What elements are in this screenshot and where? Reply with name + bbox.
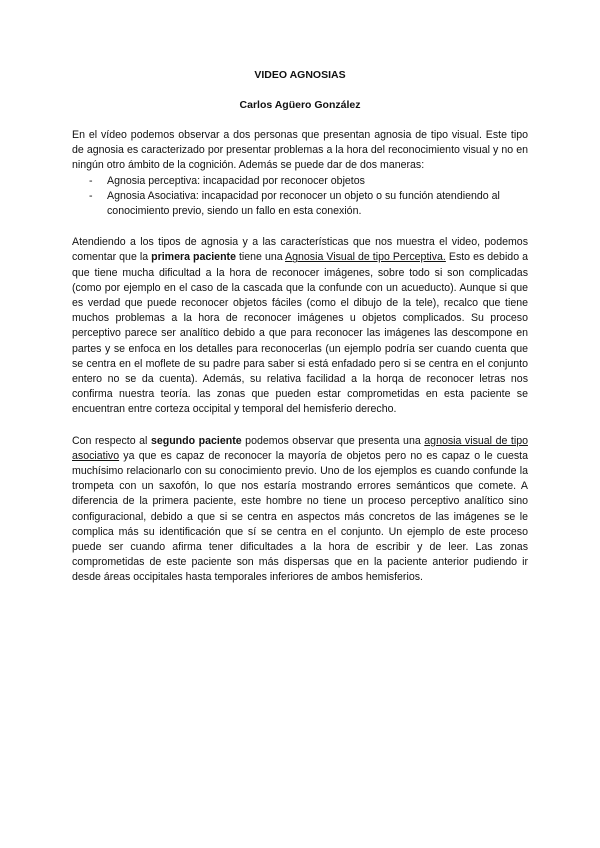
underlined-term: agnosia visual de tipo asociativo — [72, 434, 528, 462]
text-run: Con respecto al — [72, 434, 151, 447]
text-run: ya que es capaz de reconocer la mayoría de objetos pero no es capaz o le cuesta muchísimo relacionarlo con su conocimiento previo. Uno de los ejemplos es cuando confunde la trompeta con un saxofón, lo que nos estaría mostrando errores semánticos que comete. A diferencia de la primera paciente, este hombre no tiene un proceso perceptivo analítico sino configuracional, debido a que si se centra en aspectos más concretos de las imágenes se le complica más su identificación que sí se centra en el conjunto. Un ejemplo de este proceso puede ser cuando afirma tener dificultades a la hora de escribir y de leer. Las zonas comprometidas de este paciente son más dispersas que en la paciente anterior pudiendo ir desde áreas occipitales hasta temporales inferiores de ambos hemisferios. — [72, 449, 528, 584]
second-patient-paragraph — [72, 434, 528, 586]
underlined-term: Agnosia Visual de tipo Perceptiva. — [285, 251, 446, 264]
first-patient-paragraph — [72, 235, 528, 417]
list-item: - Agnosia Asociativa: incapacidad por reconocer un objeto o su función atendiendo al conocimiento previo, siendo un fallo en esta conexión. — [89, 189, 528, 219]
document-author: Carlos Agüero González — [239, 99, 361, 111]
text-run: podemos observar que presenta una — [241, 434, 425, 447]
text-run: Esto es debido a que tiene mucha dificultad a la hora de reconocer imágenes, sobre todo si son complicadas (como por ejemplo en el caso de la cascada que la confunde con un acueducto). Aunque si que es verdad que puede reconocer objetos fáciles (como el dibujo de la tele), recalco que tiene muchos problemas a la hora de reconocer imágenes u objetos complicados. Su proceso perceptivo parece ser analítico debido a que para reconocer las imágenes las descompone en partes y se enfoca en los detalles para reconocerlas (un ejemplo podría ser cuando cuenta que se centra en el moflete de su padre para saber si está enfadado pero si se centra en el conjunto entero no se da cuenta). Además, su relativa facilidad a la horqa de reconocer letras nos confirma nuestra teoría. las zonas que pueden estar comprometidas en esta paciente se encuentran entre corteza occipital y temporal del hemisferio derecho. — [72, 251, 528, 416]
list-item: - Agnosia perceptiva: incapacidad por reconocer objetos — [89, 174, 528, 189]
text-run: Atendiendo a los tipos de agnosia y a las características que nos muestra el video, podemos comentar que la — [72, 236, 528, 264]
text-run: tiene una — [235, 251, 286, 264]
intro-paragraph: En el vídeo podemos observar a dos personas que presentan agnosia de tipo visual. Este tipo de agnosia es caracterizado por presentar problemas a la hora del reconocimiento visual y no en ningún otro ámbito de la cognición. Además se puede dar de dos maneras: — [72, 129, 528, 172]
document-title: VIDEO AGNOSIAS — [254, 69, 346, 81]
agnosia-types-list — [72, 174, 528, 220]
bold-term: segundo paciente — [150, 434, 242, 447]
bold-term: primera paciente — [151, 251, 236, 264]
